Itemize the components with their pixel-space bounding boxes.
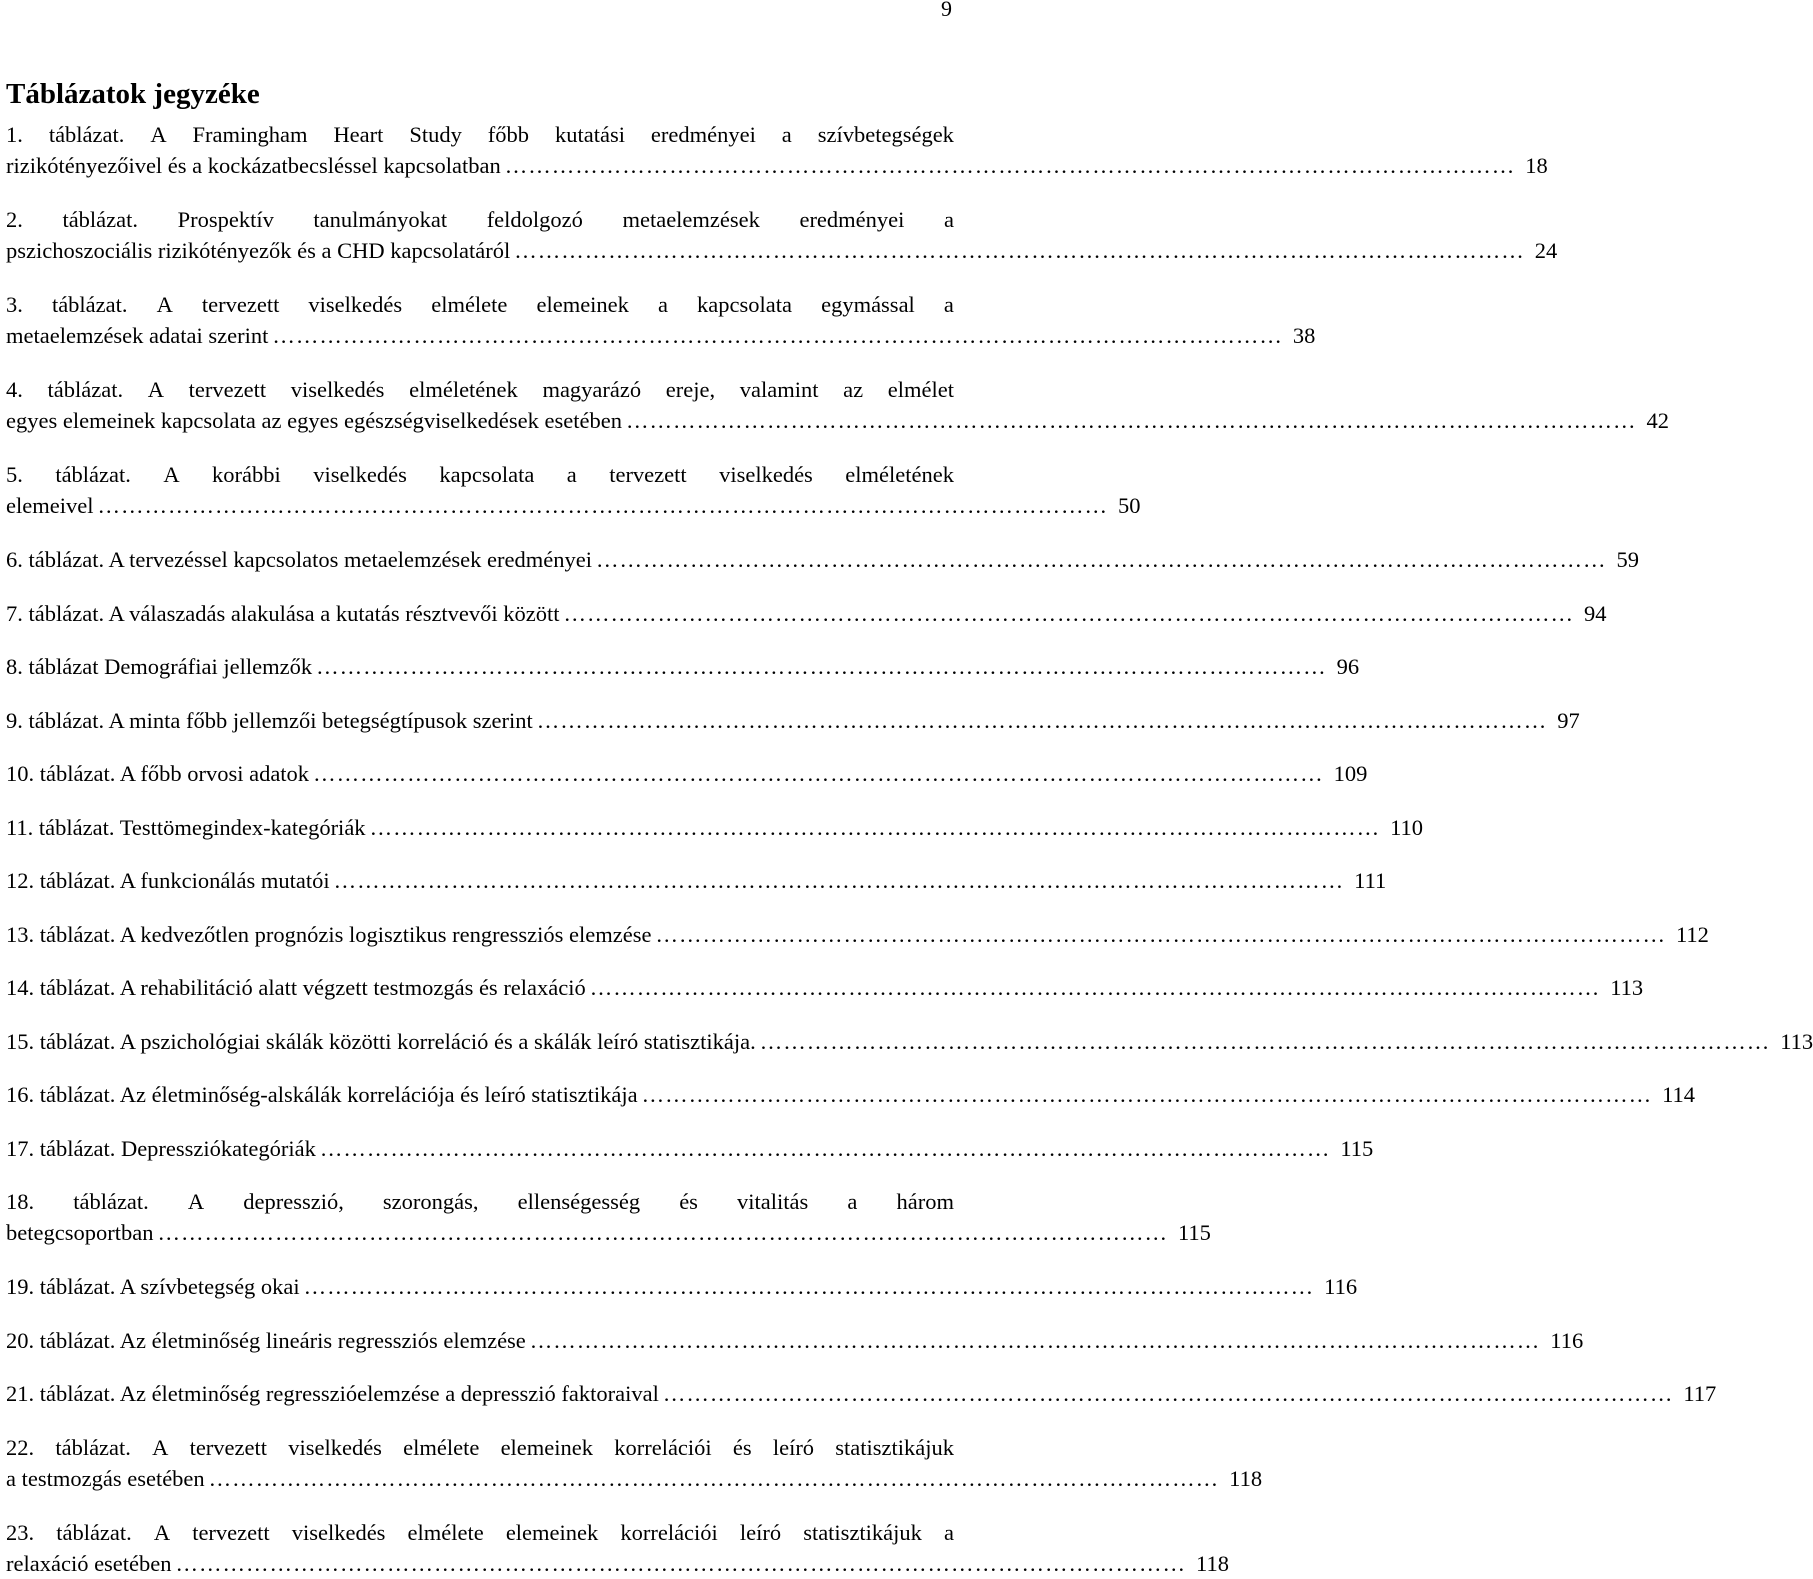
entry-page-number: 111 <box>1354 868 1387 893</box>
table-list-item <box>6 1079 1696 1110</box>
entry-title: relaxáció esetében <box>6 1550 172 1576</box>
entry-page-number: 50 <box>1117 493 1141 518</box>
entry-page-number: 110 <box>1390 814 1423 840</box>
table-list-item <box>6 544 1639 575</box>
table-list-item <box>6 1517 1229 1579</box>
entry-title: 16. táblázat. Az életminőség-alskálák korrelációja és leíró statisztikája <box>6 1082 638 1107</box>
entry-title: 8. táblázat Demográfiai jellemzők <box>6 654 313 679</box>
dot-leader: ………………………………………………………………………………………………………………… <box>175 1550 1187 1576</box>
entry-page-number: 113 <box>1780 1028 1813 1054</box>
dot-leader: ………………………………………………………………………………………………………………… <box>97 493 1108 518</box>
entry-title: 7. táblázat. A válaszadás alakulása a kutatás résztvevői között <box>6 600 560 626</box>
table-list-item <box>6 1186 1211 1248</box>
entry-first-line: 1. táblázat. A Framingham Heart Study főbb kutatási eredményei a szívbetegségek <box>6 122 954 147</box>
dot-leader: ………………………………………………………………………………………………………………… <box>316 654 1327 679</box>
entry-title: 21. táblázat. Az életminőség regresszióelemzése a depresszió faktoraival <box>6 1381 659 1406</box>
table-list-item <box>6 1432 1263 1494</box>
table-list-item <box>6 812 1423 843</box>
entry-page-number: 42 <box>1646 408 1669 433</box>
dot-leader: ………………………………………………………………………………………………………………… <box>369 814 1381 840</box>
entry-page-number: 96 <box>1336 654 1360 679</box>
entry-page-number: 112 <box>1675 921 1709 947</box>
entry-title: 17. táblázat. Depressziókategóriák <box>6 1135 316 1161</box>
dot-leader: ………………………………………………………………………………………………………………… <box>208 1465 1220 1491</box>
entry-title: pszichoszociális rizikótényezők és a CHD kapcsolatáról <box>6 238 511 263</box>
entry-title: 9. táblázat. A minta főbb jellemzői betegségtípusok szerint <box>6 707 533 733</box>
dot-leader: ………………………………………………………………………………………………………………… <box>536 707 1548 733</box>
entry-page-number: 18 <box>1525 153 1548 178</box>
entry-first-line: 4. táblázat. A tervezett viselkedés elméletének magyarázó ereje, valamint az elmélet <box>6 377 954 402</box>
entry-page-number: 59 <box>1616 547 1639 572</box>
dot-leader: ………………………………………………………………………………………………………………… <box>529 1327 1541 1353</box>
entry-title: 13. táblázat. A kedvezőtlen prognózis logisztikus rengressziós elemzése <box>6 921 652 947</box>
entry-title: egyes elemeinek kapcsolata az egyes egészségviselkedések esetében <box>6 408 622 433</box>
dot-leader: ………………………………………………………………………………………………………………… <box>655 921 1666 947</box>
table-list-item <box>6 204 1558 266</box>
entry-title: metaelemzések adatai szerint <box>6 323 269 348</box>
entry-title: 19. táblázat. A szívbetegség okai <box>6 1274 300 1299</box>
dot-leader: ………………………………………………………………………………………………………………… <box>272 323 1283 348</box>
table-list-item <box>6 919 1709 950</box>
entry-page-number: 24 <box>1534 238 1558 263</box>
entry-title: 15. táblázat. A pszichológiai skálák közötti korreláció és a skálák leíró statisztikája. <box>6 1028 756 1054</box>
table-list-item <box>6 1026 1813 1057</box>
table-list-item <box>6 1378 1717 1409</box>
entry-page-number: 115 <box>1177 1220 1211 1245</box>
dot-leader: ………………………………………………………………………………………………………………… <box>313 761 1324 786</box>
dot-leader: ………………………………………………………………………………………………………………… <box>303 1274 1315 1299</box>
entry-title: elemeivel <box>6 493 94 518</box>
entry-title: 11. táblázat. Testtömegindex-kategóriák <box>6 814 366 840</box>
table-list-item <box>6 651 1360 682</box>
entry-page-number: 114 <box>1662 1082 1696 1107</box>
entry-title: a testmozgás esetében <box>6 1465 205 1491</box>
table-list-item <box>6 758 1368 789</box>
dot-leader: ………………………………………………………………………………………………………………… <box>662 1381 1674 1406</box>
dot-leader: ………………………………………………………………………………………………………………… <box>514 238 1525 263</box>
entry-first-line: 3. táblázat. A tervezett viselkedés elmélete elemeinek a kapcsolata egymással a <box>6 292 954 317</box>
dot-leader: ………………………………………………………………………………………………………………… <box>333 868 1345 893</box>
entry-page-number: 116 <box>1550 1327 1584 1353</box>
dot-leader: ………………………………………………………………………………………………………………… <box>596 547 1607 572</box>
entry-page-number: 109 <box>1333 761 1368 786</box>
table-list-item <box>6 374 1669 436</box>
entry-page-number: 115 <box>1340 1135 1374 1161</box>
entry-title: 10. táblázat. A főbb orvosi adatok <box>6 761 310 786</box>
table-list-item <box>6 1325 1584 1356</box>
entry-first-line: 5. táblázat. A korábbi viselkedés kapcsolata a tervezett viselkedés elméletének <box>6 462 954 487</box>
entry-title: 20. táblázat. Az életminőség lineáris regressziós elemzése <box>6 1327 526 1353</box>
entry-page-number: 38 <box>1292 323 1316 348</box>
entry-first-line: 23. táblázat. A tervezett viselkedés elmélete elemeinek korrelációi leíró statisztikájuk a <box>6 1519 954 1545</box>
table-list-item <box>6 598 1607 629</box>
table-list-item <box>6 972 1644 1003</box>
dot-leader: ………………………………………………………………………………………………………………… <box>319 1135 1331 1161</box>
dot-leader: ………………………………………………………………………………………………………………… <box>759 1028 1771 1054</box>
table-list-item <box>6 289 1316 351</box>
entry-page-number: 94 <box>1584 600 1607 626</box>
table-list-item <box>6 1271 1358 1302</box>
entry-page-number: 117 <box>1683 1381 1717 1406</box>
page-number: 9 <box>941 0 952 21</box>
dot-leader: ………………………………………………………………………………………………………………… <box>625 408 1637 433</box>
entry-title: 12. táblázat. A funkcionálás mutatói <box>6 868 330 893</box>
page-title: Táblázatok jegyzéke <box>6 78 260 110</box>
dot-leader: ………………………………………………………………………………………………………………… <box>504 153 1516 178</box>
dot-leader: ………………………………………………………………………………………………………………… <box>563 600 1575 626</box>
entry-title: 6. táblázat. A tervezéssel kapcsolatos metaelemzések eredményei <box>6 547 592 572</box>
dot-leader: ………………………………………………………………………………………………………………… <box>589 975 1601 1000</box>
entry-page-number: 116 <box>1324 1274 1358 1299</box>
entry-page-number: 118 <box>1196 1550 1229 1576</box>
table-list-item <box>6 119 1548 181</box>
entry-first-line: 18. táblázat. A depresszió, szorongás, ellenségesség és vitalitás a három <box>6 1189 954 1214</box>
table-list-item <box>6 865 1387 896</box>
table-list-item <box>6 705 1580 736</box>
entry-title: 14. táblázat. A rehabilitáció alatt végzett testmozgás és relaxáció <box>6 975 586 1000</box>
entry-title: betegcsoportban <box>6 1220 154 1245</box>
dot-leader: ………………………………………………………………………………………………………………… <box>641 1082 1653 1107</box>
table-list-item <box>6 1133 1374 1164</box>
dot-leader: ………………………………………………………………………………………………………………… <box>157 1220 1168 1245</box>
entry-page-number: 113 <box>1610 975 1644 1000</box>
entry-title: rizikótényezőivel és a kockázatbecsléssel kapcsolatban <box>6 153 501 178</box>
table-list-item <box>6 459 1141 521</box>
entry-first-line: 22. táblázat. A tervezett viselkedés elmélete elemeinek korrelációi és leíró statisztikájuk <box>6 1434 954 1460</box>
entry-first-line: 2. táblázat. Prospektív tanulmányokat feldolgozó metaelemzések eredményei a <box>6 207 954 232</box>
entry-page-number: 97 <box>1557 707 1580 733</box>
entry-page-number: 118 <box>1229 1465 1263 1491</box>
